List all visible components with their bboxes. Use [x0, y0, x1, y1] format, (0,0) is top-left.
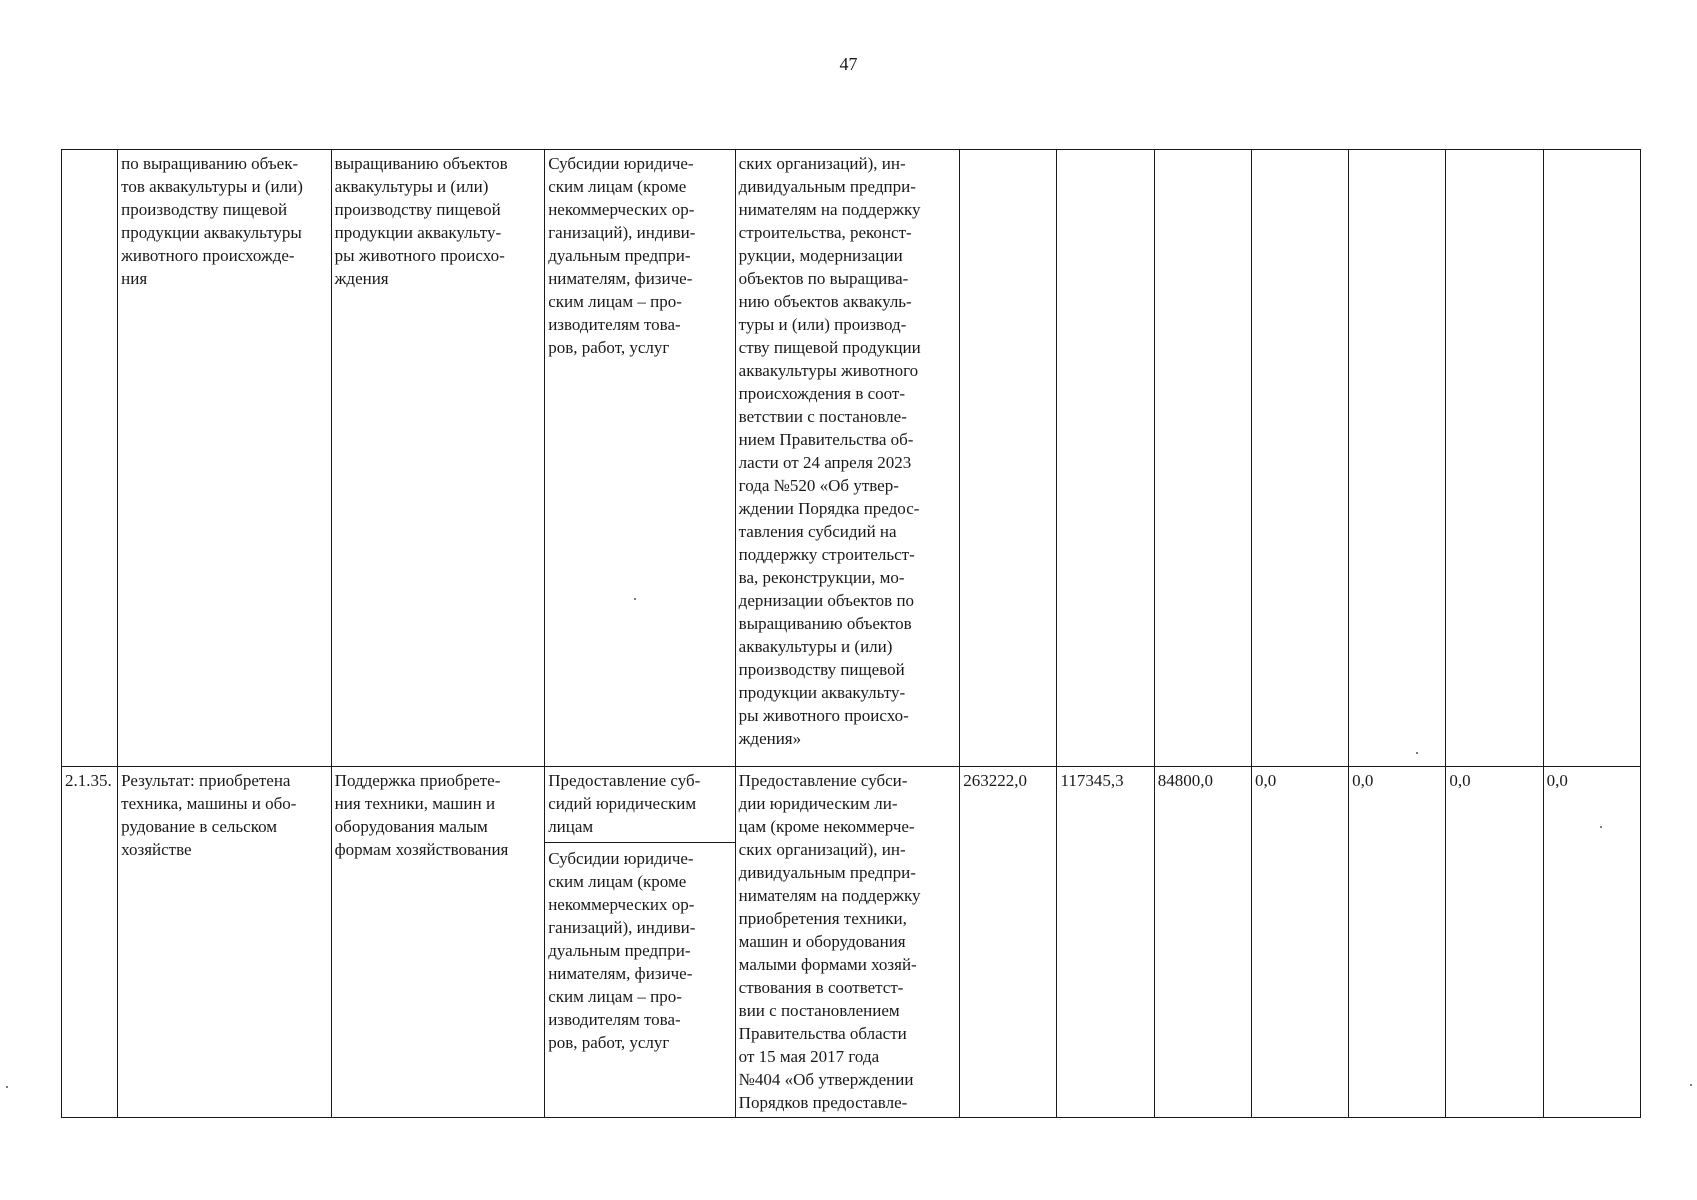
text-line: дивидуальным предпри- — [738, 863, 916, 882]
text-line: ским лицам – про- — [548, 292, 682, 311]
text-line: рукции, модернизации — [738, 246, 903, 265]
result-text — [121, 152, 328, 290]
text-line: нимателям на поддержку — [738, 886, 921, 905]
text-line: поддержку строительст- — [738, 545, 915, 564]
text-line: тов аквакультуры и (или) — [121, 177, 303, 196]
text-line: лицам — [548, 817, 594, 836]
text-line: дернизации объектов по — [738, 591, 915, 610]
value-cell — [1543, 150, 1640, 767]
value-cell: 0,0 — [1349, 767, 1446, 1118]
text-line: ским лицам (кроме — [548, 872, 687, 891]
text-line: производству пищевой — [738, 660, 905, 679]
text-line: приобретения техники, — [738, 909, 907, 928]
text-line: производству пищевой — [121, 200, 288, 219]
measure-text — [335, 152, 542, 290]
measure-cell — [331, 150, 545, 767]
text-line: изводителям това- — [548, 1010, 681, 1029]
scan-speck — [6, 1086, 8, 1088]
text-line: от 15 мая 2017 года — [738, 1047, 880, 1066]
text-line: Порядков предоставле- — [738, 1093, 908, 1112]
scan-speck — [1690, 1084, 1692, 1086]
text-line: ских организаций), ин- — [738, 840, 906, 859]
text-line: ния — [121, 269, 148, 288]
text-line: туры и (или) производ- — [738, 315, 907, 334]
text-line: рудование в сельском — [121, 817, 278, 836]
text-line: аквакультуры животного — [738, 361, 919, 380]
text-line: Субсидии юридиче- — [548, 849, 694, 868]
text-line: нию объектов аквакуль- — [738, 292, 912, 311]
text-line: Предоставление суб- — [548, 771, 701, 790]
value-cell — [1251, 150, 1348, 767]
value-cell: 0,0 — [1543, 767, 1640, 1118]
value-cell — [1057, 150, 1154, 767]
row-number-cell — [62, 150, 118, 767]
text-line: тавления субсидий на — [738, 522, 897, 541]
value-cell — [960, 150, 1057, 767]
text-line: малыми формами хозяй- — [738, 955, 917, 974]
text-line: происхождения в соот- — [738, 384, 906, 403]
text-line: ров, работ, услуг — [548, 338, 670, 357]
text-line: ским лицам – про- — [548, 987, 682, 1006]
text-line: ры животного происхо- — [738, 706, 909, 725]
text-line: дии юридическим ли- — [738, 794, 898, 813]
text-line: производству пищевой — [334, 200, 501, 219]
text-line: животного происхожде- — [121, 246, 295, 265]
text-line: ветствии с постановле- — [738, 407, 907, 426]
text-line: Результат: приобретена — [121, 771, 291, 790]
text-line: выращиванию объектов — [334, 154, 508, 173]
basis-cell — [735, 767, 960, 1118]
text-line: ждения — [334, 269, 389, 288]
text-line: нием Правительства об- — [738, 430, 914, 449]
text-line: по выращиванию объек- — [121, 154, 299, 173]
text-line: строительства, реконст- — [738, 223, 912, 242]
text-line: машин и оборудования — [738, 932, 906, 951]
text-line: Предоставление субси- — [738, 771, 908, 790]
text-line: аквакультуры и (или) — [738, 637, 893, 656]
type-text-bottom — [548, 843, 731, 1054]
type-cell — [545, 150, 735, 767]
value-cell: 263222,0 — [960, 767, 1057, 1118]
value-cell: 0,0 — [1251, 767, 1348, 1118]
text-line: сидий юридическим — [548, 794, 697, 813]
table-row-continued — [62, 150, 1641, 767]
text-line: ству пищевой продукции — [738, 338, 921, 357]
text-line: дуальным предпри- — [548, 941, 691, 960]
text-line: изводителям това- — [548, 315, 681, 334]
text-line: техника, машины и обо- — [121, 794, 297, 813]
text-line: ждении Порядка предос- — [738, 499, 920, 518]
basis-cell — [735, 150, 960, 767]
text-line: нимателям на поддержку — [738, 200, 921, 219]
scan-speck — [634, 598, 636, 600]
row-number-cell: 2.1.35. — [62, 767, 118, 1118]
result-cell — [118, 767, 332, 1118]
result-cell — [118, 150, 332, 767]
text-line: вии с постановлением — [738, 1001, 900, 1020]
text-line: Правительства области — [738, 1024, 907, 1043]
text-line: Поддержка приобрете- — [334, 771, 501, 790]
text-line: некоммерческих ор- — [548, 895, 695, 914]
table-row-2-1-35 — [62, 767, 1641, 1118]
text-line: объектов по выращива- — [738, 269, 909, 288]
value-cell — [1154, 150, 1251, 767]
text-line: продукции аквакульту- — [334, 223, 502, 242]
text-line: ров, работ, услуг — [548, 1033, 670, 1052]
text-line: ласти от 24 апреля 2023 — [738, 453, 912, 472]
text-line: дивидуальным предпри- — [738, 177, 916, 196]
type-text — [548, 152, 731, 359]
value-cell: 117345,3 — [1057, 767, 1154, 1118]
text-line: ва, реконструкции, мо- — [738, 568, 905, 587]
scan-speck — [1416, 752, 1418, 754]
text-line: аквакультуры и (или) — [334, 177, 489, 196]
value-cell: 84800,0 — [1154, 767, 1251, 1118]
text-line: №404 «Об утверждении — [738, 1070, 914, 1089]
basis-text — [739, 769, 957, 1114]
text-line: продукции аквакульту- — [738, 683, 906, 702]
text-line: некоммерческих ор- — [548, 200, 695, 219]
text-line: нимателям, физиче- — [548, 269, 693, 288]
text-line: цам (кроме некоммерче- — [738, 817, 915, 836]
measure-text — [335, 769, 542, 861]
type-text-top — [545, 769, 734, 843]
text-line: нимателям, физиче- — [548, 964, 693, 983]
text-line: ских организаций), ин- — [738, 154, 906, 173]
text-line: ганизаций), индиви- — [548, 918, 696, 937]
basis-text — [739, 152, 957, 750]
scan-speck — [1600, 826, 1602, 828]
text-line: ствования в соответст- — [738, 978, 904, 997]
page-number: 47 — [839, 54, 858, 74]
text-line: оборудования малым — [334, 817, 488, 836]
text-line: выращиванию объектов — [738, 614, 912, 633]
text-line: продукции аквакультуры — [121, 223, 302, 242]
value-cell — [1446, 150, 1543, 767]
text-line: хозяйстве — [121, 840, 192, 859]
text-line: ждения» — [738, 729, 802, 748]
value-cell: 0,0 — [1446, 767, 1543, 1118]
text-line: Субсидии юридиче- — [548, 154, 694, 173]
program-table — [61, 149, 1641, 1118]
text-line: ским лицам (кроме — [548, 177, 687, 196]
type-cell — [545, 767, 735, 1118]
text-line: ры животного происхо- — [334, 246, 505, 265]
text-line: ния техники, машин и — [334, 794, 496, 813]
text-line: ганизаций), индиви- — [548, 223, 696, 242]
text-line: дуальным предпри- — [548, 246, 691, 265]
value-cell — [1349, 150, 1446, 767]
result-text — [121, 769, 328, 861]
text-line: года №520 «Об утвер- — [738, 476, 899, 495]
text-line: формам хозяйствования — [334, 840, 509, 859]
measure-cell — [331, 767, 545, 1118]
